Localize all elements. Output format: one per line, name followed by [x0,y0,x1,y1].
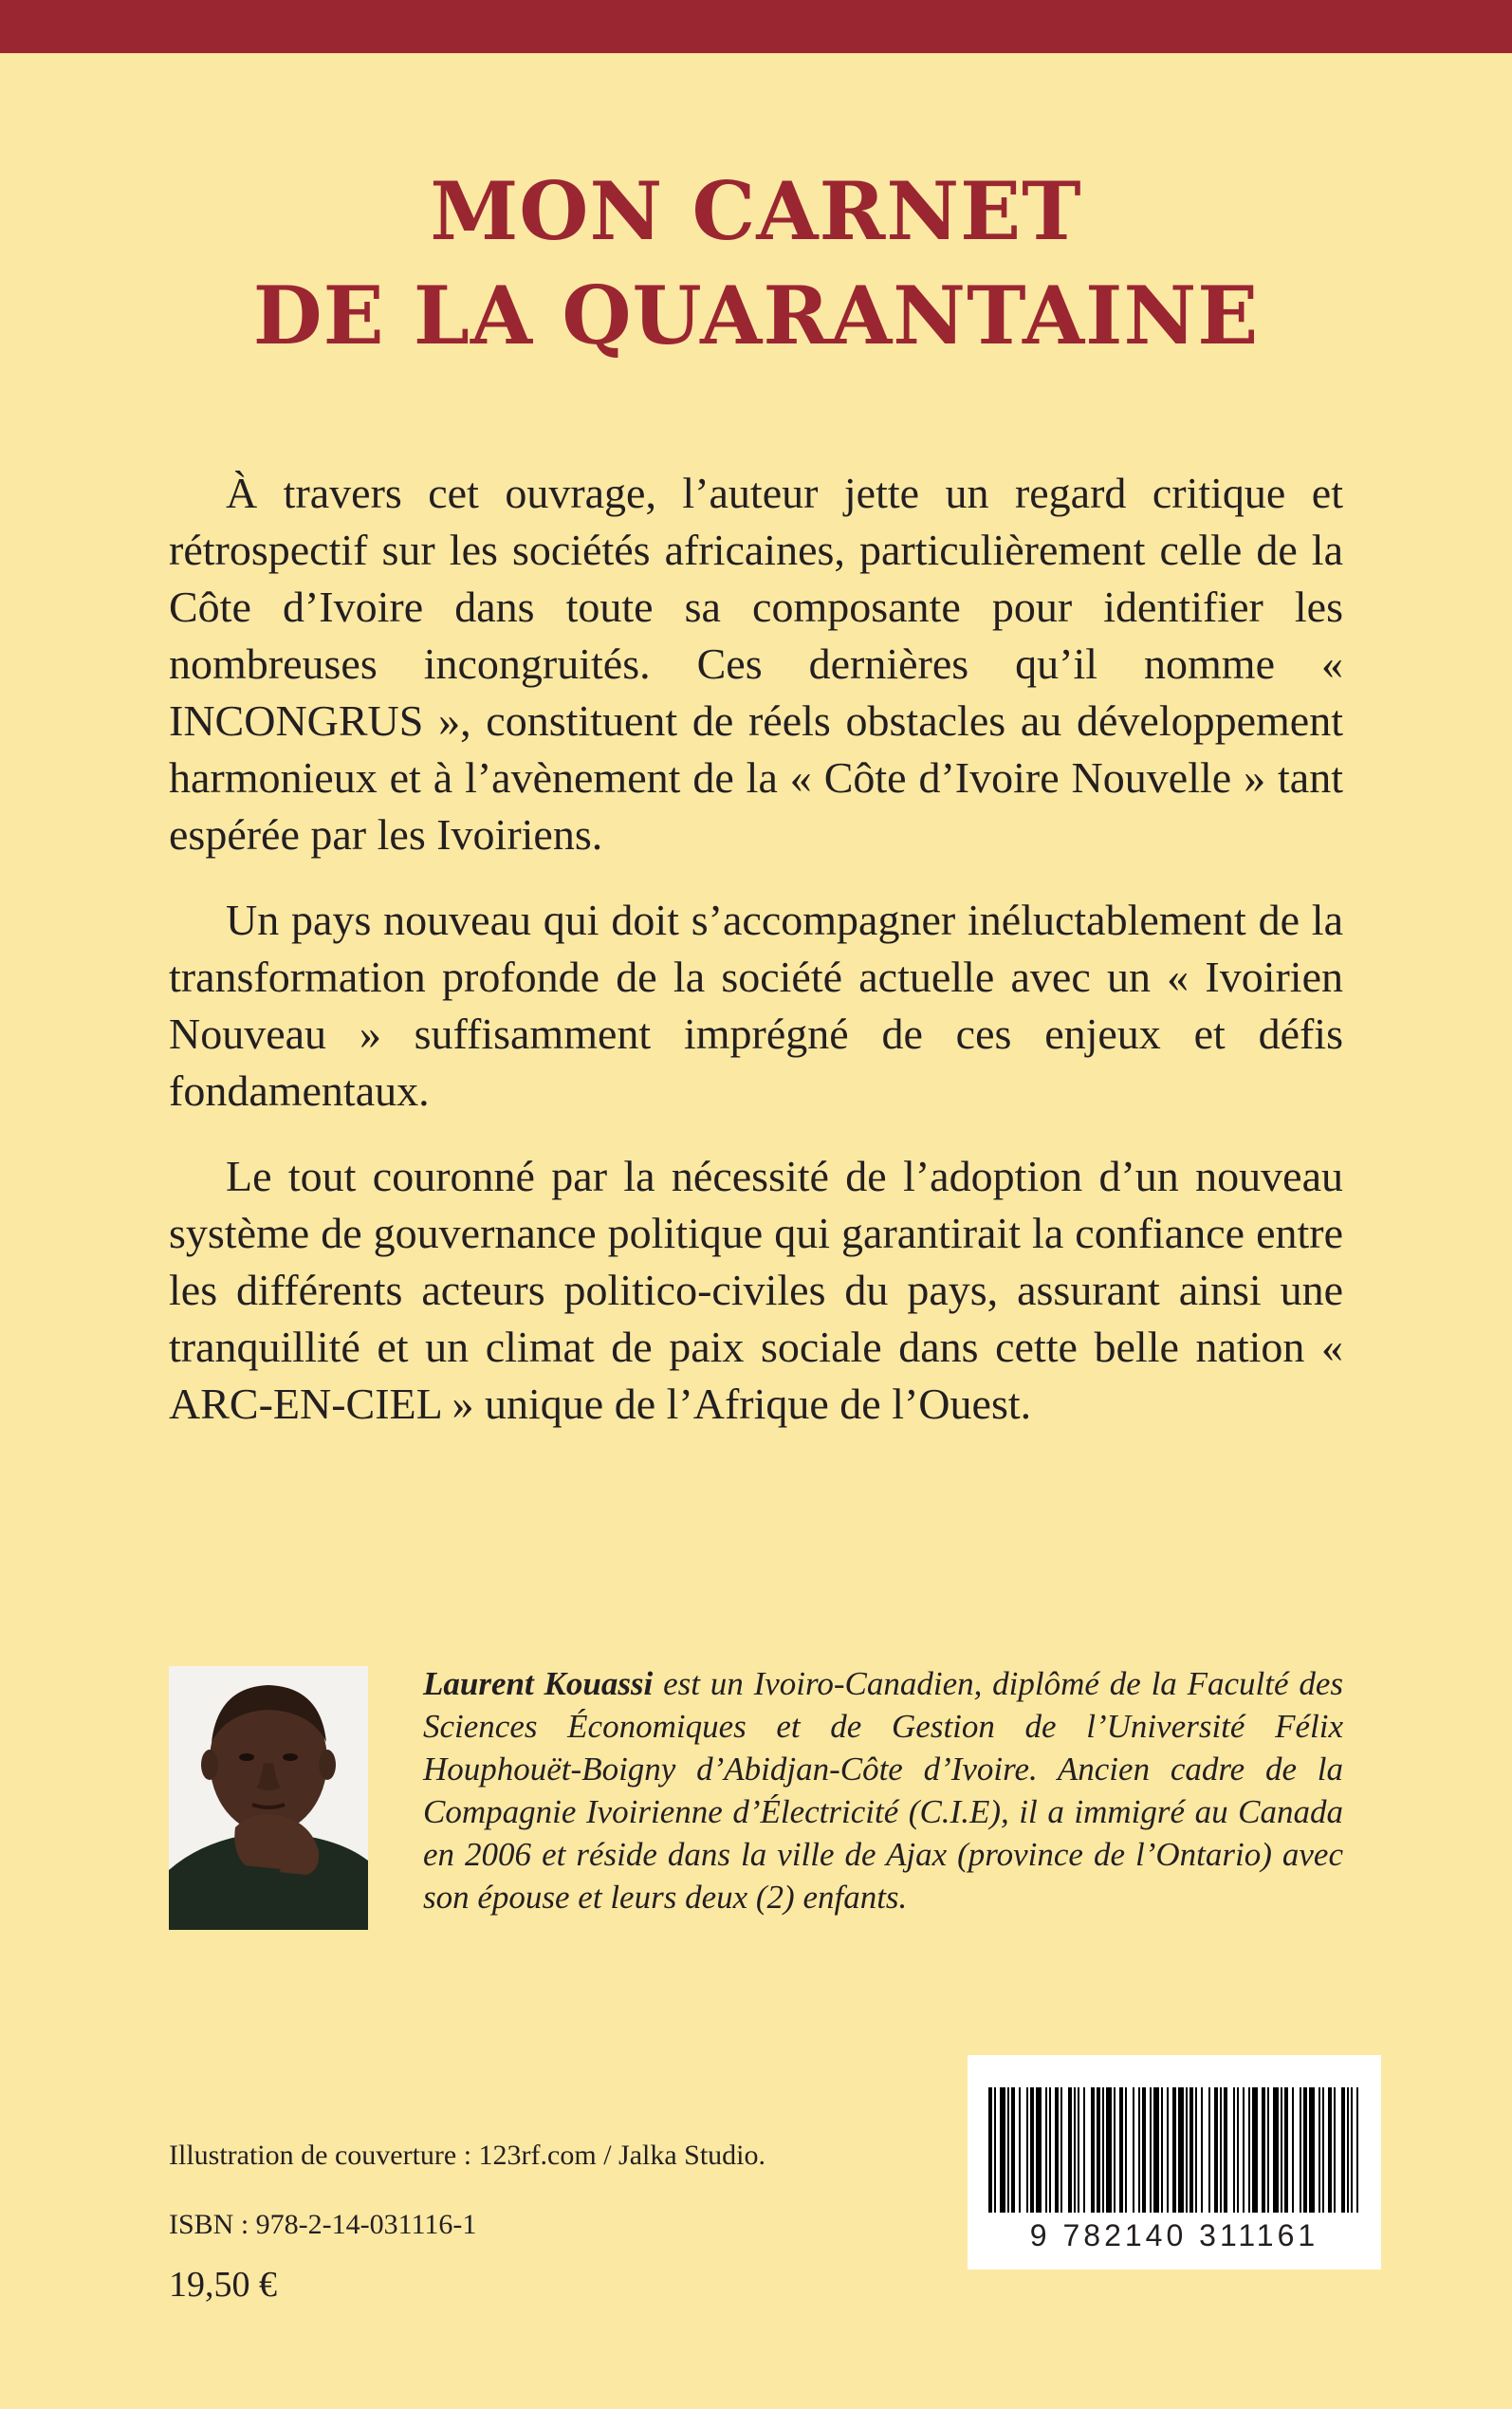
barcode-bar [1133,2087,1134,2213]
price: 19,50 € [169,2265,277,2305]
back-cover-text [169,465,1343,1461]
barcode-bar [1195,2087,1197,2213]
barcode-bar [1045,2087,1047,2213]
book-title [0,159,1512,368]
barcode-bar [1119,2087,1123,2213]
barcode-bar [1167,2087,1169,2213]
barcode-bar [1186,2087,1188,2213]
barcode-bar [1106,2087,1112,2213]
barcode-bars [968,2055,1381,2216]
barcode-bar [1036,2087,1042,2213]
barcode-bar [1248,2087,1250,2213]
barcode-bar [1243,2087,1245,2213]
barcode-bar [1347,2087,1349,2213]
barcode-bar [1201,2087,1203,2213]
barcode-bar [1262,2087,1265,2213]
barcode [968,2055,1381,2270]
barcode-digits: 9 782140 311161 [1029,2218,1319,2252]
barcode-bar [1292,2087,1294,2213]
barcode-bar [1068,2087,1072,2213]
barcode-bar [1049,2087,1051,2213]
barcode-bar [1102,2087,1104,2213]
cover-credit: Illustration de couverture : 123rf.com / Jalka Studio. [169,2140,766,2171]
barcode-bar [1334,2087,1336,2213]
barcode-bar [1019,2087,1021,2213]
barcode-bar [1178,2087,1184,2213]
barcode-bar [1091,2087,1095,2213]
barcode-bar [1252,2087,1258,2213]
barcode-bar [1224,2087,1227,2213]
barcode-bar [1114,2087,1116,2213]
paragraph-3: Le tout couronné par la nécessité de l’adoption d’un nouveau système de gouvernance politique qui garantirait la confiance entre les différents acteurs politico-civiles du pays, assurant ainsi une tranquillité et un climat de paix sociale dans cette belle nation « ARC-EN-CIEL » unique de l’Afrique de l’Ouest. [169,1152,1343,1428]
barcode-bar [1097,2087,1100,2213]
barcode-bar [1083,2087,1085,2213]
barcode-bar [1138,2087,1140,2213]
barcode-bar [1309,2087,1315,2213]
barcode-bar [1284,2087,1288,2213]
barcode-bar [1007,2087,1009,2213]
barcode-bar [1237,2087,1239,2213]
title-line-1: MON CARNET [430,164,1082,258]
barcode-bar [1189,2087,1193,2213]
barcode-bar [1351,2087,1353,2213]
barcode-bar [994,2087,996,2213]
barcode-bar [1220,2087,1222,2213]
barcode-bar [1273,2087,1279,2213]
barcode-bar [1233,2087,1235,2213]
barcode-bar [1150,2087,1152,2213]
barcode-bar [1303,2087,1307,2213]
barcode-bar [1074,2087,1076,2213]
barcode-bar [1060,2087,1062,2213]
barcode-bar [1322,2087,1324,2213]
barcode-bar [1055,2087,1059,2213]
barcode-bar [1078,2087,1079,2213]
barcode-bar [1267,2087,1269,2213]
barcode-bar [1161,2087,1163,2213]
barcode-bar [1214,2087,1218,2213]
barcode-bar [1328,2087,1332,2213]
author-photo [169,1666,368,1930]
barcode-bar [1000,2087,1005,2213]
author-bio-text: est un Ivoiro-Canadien, diplômé de la Faculté des Sciences Économiques et de Gestion de l’Université Félix Houphouët-Boigny d’Abidjan-Côte d’Ivoire. Ancien cadre de la Compagnie Ivoirienne d’Électricité (C.I.E), il a immigré au Canada en 2006 et réside dans la ville de Ajax (province de l’Ontario) avec son épouse et leurs deux (2) enfants. [423,1665,1343,1916]
author-name: Laurent Kouassi [423,1665,654,1702]
barcode-bar [1030,2087,1034,2213]
barcode-bar [1208,2087,1210,2213]
barcode-bar [1125,2087,1127,2213]
barcode-bar [1341,2087,1345,2213]
top-band [0,0,1512,53]
title-line-2: DE LA QUARANTAINE [252,269,1260,362]
barcode-bar [1011,2087,1015,2213]
barcode-bar [1153,2087,1159,2213]
barcode-bar [1026,2087,1028,2213]
barcode-bar [1318,2087,1320,2213]
paragraph-2: Un pays nouveau qui doit s’accompagner inéluctablement de la transformation profonde de la société actuelle avec un « Ivoirien Nouveau » suffisamment imprégné de ces enjeux et défis fondamentaux. [169,896,1343,1115]
barcode-bar [1281,2087,1282,2213]
barcode-bar [1300,2087,1301,2213]
author-bio [423,1662,1343,1918]
barcode-bar [1142,2087,1146,2213]
barcode-bar [1172,2087,1176,2213]
barcode-bar [1356,2087,1358,2213]
barcode-bar [988,2087,992,2213]
isbn: ISBN : 978-2-14-031116-1 [169,2209,477,2240]
author-portrait-image [169,1666,368,1930]
paragraph-1: À travers cet ouvrage, l’auteur jette un regard critique et rétrospectif sur les sociétés africaines, particulièrement celle de la Côte d’Ivoire dans toute sa composante pour identifier les nombreuses incongruités. Ces dernières qu’il nomme « INCONGRUS », constituent de réels obstacles au développement harmonieux et à l’avènement de la « Côte d’Ivoire Nouvelle » tant espérée par les Ivoiriens. [169,469,1343,859]
